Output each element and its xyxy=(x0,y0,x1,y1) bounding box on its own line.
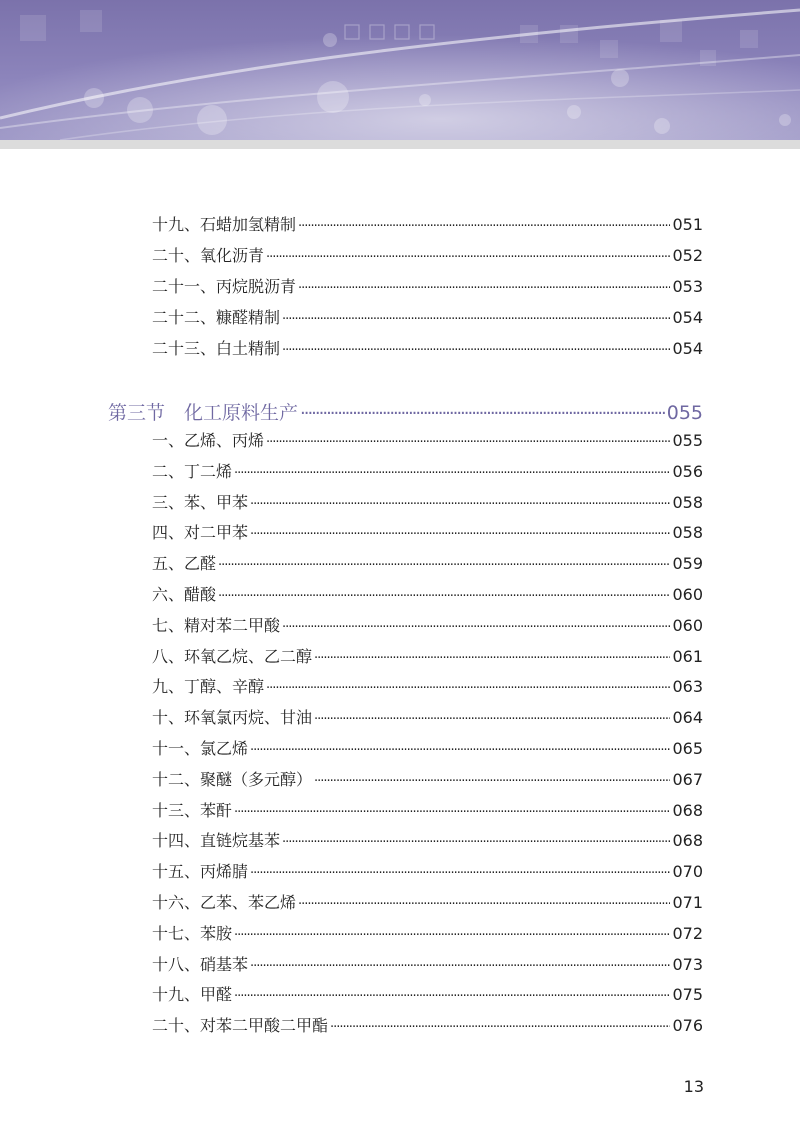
toc-entry[interactable] xyxy=(152,459,703,481)
toc-entry-title: 十九、甲醛 xyxy=(152,985,233,1005)
toc-entry-page: 060 xyxy=(672,585,703,604)
toc-entry-page: 053 xyxy=(672,277,703,296)
toc-entry-page: 065 xyxy=(672,739,703,758)
toc-entry-page: 060 xyxy=(672,615,703,635)
dot-leader xyxy=(234,985,670,1004)
toc-entry-page: 063 xyxy=(672,677,703,697)
toc-entry-title: 二十二、糠醛精制 xyxy=(152,308,281,327)
dot-leader xyxy=(266,431,670,450)
toc-entry-title: 二十、对苯二甲酸二甲酯 xyxy=(152,1016,329,1036)
dot-leader xyxy=(314,647,670,666)
toc-entry-title: 二、丁二烯 xyxy=(152,461,233,481)
dot-leader xyxy=(314,708,670,727)
toc-entry-title: 二十、氧化沥青 xyxy=(152,246,265,265)
toc-entry-page: 058 xyxy=(672,492,703,512)
toc-entry-title: 十九、石蜡加氢精制 xyxy=(152,215,297,234)
section-title: 第三节 化工原料生产 xyxy=(108,402,299,424)
toc-entry-page: 064 xyxy=(672,708,703,728)
toc-entry-page: 075 xyxy=(672,985,703,1005)
toc-entry-title: 十四、直链烷基苯 xyxy=(152,831,281,851)
toc-entry[interactable] xyxy=(152,613,703,635)
toc-entry[interactable] xyxy=(152,336,703,358)
toc-entry-title: 十六、乙苯、苯乙烯 xyxy=(152,893,297,912)
dot-leader xyxy=(330,1016,670,1035)
dot-leader xyxy=(282,831,670,850)
toc-entry-title: 十二、聚醚（多元醇） xyxy=(152,769,313,789)
toc-entry[interactable] xyxy=(152,890,703,912)
toc-entry-title: 十、环氧氯丙烷、甘油 xyxy=(152,708,313,728)
dot-leader xyxy=(282,339,670,358)
toc-entry[interactable] xyxy=(152,274,703,296)
toc-entry[interactable] xyxy=(152,1013,703,1035)
toc-entry-title: 十七、苯胺 xyxy=(152,923,233,943)
dot-leader xyxy=(250,862,670,881)
toc-entry[interactable] xyxy=(152,243,703,265)
toc-entry-page: 056 xyxy=(672,461,703,481)
toc-entry-title: 八、环氧乙烷、乙二醇 xyxy=(152,646,313,666)
toc-entry-page: 071 xyxy=(672,893,703,912)
toc-entry-page: 054 xyxy=(672,308,703,327)
dot-leader xyxy=(314,770,670,789)
dot-leader xyxy=(266,246,670,265)
toc-entry[interactable] xyxy=(152,982,703,1004)
toc-entry-title: 十五、丙烯腈 xyxy=(152,862,249,882)
toc-entry-title: 一、乙烯、丙烯 xyxy=(152,431,265,450)
dot-leader xyxy=(234,462,670,481)
dot-leader xyxy=(218,554,670,573)
toc-entry[interactable] xyxy=(152,705,703,727)
toc-entry-title: 十八、硝基苯 xyxy=(152,954,249,974)
dot-leader xyxy=(266,677,670,696)
toc-entry-title: 三、苯、甲苯 xyxy=(152,492,249,512)
toc-entry-page: 067 xyxy=(672,769,703,789)
toc-entry[interactable] xyxy=(152,644,703,666)
dot-leader xyxy=(298,277,670,296)
dot-leader xyxy=(250,523,670,542)
toc-entry-page: 068 xyxy=(672,800,703,820)
section-heading[interactable] xyxy=(108,398,703,424)
toc-entry-page: 055 xyxy=(672,431,703,450)
toc-entry[interactable] xyxy=(152,798,703,820)
toc-entry-page: 072 xyxy=(672,923,703,943)
toc-entry[interactable] xyxy=(152,490,703,512)
toc-entry[interactable] xyxy=(152,674,703,696)
dot-leader xyxy=(298,215,670,234)
toc-entry-page: 054 xyxy=(672,339,703,358)
toc-entry-page: 070 xyxy=(672,862,703,882)
toc-entry[interactable] xyxy=(152,859,703,881)
dot-leader xyxy=(282,308,670,327)
toc-entry-title: 六、醋酸 xyxy=(152,585,217,604)
toc-entry-title: 十三、苯酐 xyxy=(152,800,233,820)
toc-entry[interactable] xyxy=(152,582,703,604)
banner-decoration xyxy=(0,0,800,140)
toc-entry[interactable] xyxy=(152,212,703,234)
toc-entry-title: 七、精对苯二甲酸 xyxy=(152,615,281,635)
toc-entry-page: 073 xyxy=(672,954,703,974)
toc-entry-title: 四、对二甲苯 xyxy=(152,523,249,543)
dot-leader xyxy=(300,402,665,424)
page-number: 13 xyxy=(683,1077,704,1096)
toc-entry[interactable] xyxy=(152,767,703,789)
toc-entry[interactable] xyxy=(152,952,703,974)
toc-entry[interactable] xyxy=(152,305,703,327)
toc-entry-page: 061 xyxy=(672,646,703,666)
section-page: 055 xyxy=(666,402,703,424)
dot-leader xyxy=(234,924,670,943)
toc-entry-title: 二十一、丙烷脱沥青 xyxy=(152,277,297,296)
toc-entry-title: 二十三、白土精制 xyxy=(152,339,281,358)
toc-entry[interactable] xyxy=(152,828,703,850)
dot-leader xyxy=(250,493,670,512)
toc-entry[interactable] xyxy=(152,736,703,758)
dot-leader xyxy=(250,955,670,974)
dot-leader xyxy=(234,801,670,820)
dot-leader xyxy=(218,585,670,604)
dot-leader xyxy=(298,893,670,912)
toc-entry-title: 十一、氯乙烯 xyxy=(152,739,249,758)
toc-entry-page: 058 xyxy=(672,523,703,543)
dot-leader xyxy=(282,616,670,635)
toc-entry-page: 059 xyxy=(672,554,703,574)
toc-entry-title: 五、乙醛 xyxy=(152,554,217,574)
toc-entry-title: 九、丁醇、辛醇 xyxy=(152,677,265,697)
toc-entry[interactable] xyxy=(152,921,703,943)
toc-entry[interactable] xyxy=(152,551,703,573)
toc-entry-page: 076 xyxy=(672,1016,703,1036)
toc-entry-page: 068 xyxy=(672,831,703,851)
dot-leader xyxy=(250,739,670,758)
banner-divider xyxy=(0,140,800,149)
toc-entry[interactable] xyxy=(152,520,703,542)
toc-entry-page: 052 xyxy=(672,246,703,265)
header-banner xyxy=(0,0,800,140)
toc-entry[interactable] xyxy=(152,428,703,450)
toc-entry-page: 051 xyxy=(672,215,703,234)
